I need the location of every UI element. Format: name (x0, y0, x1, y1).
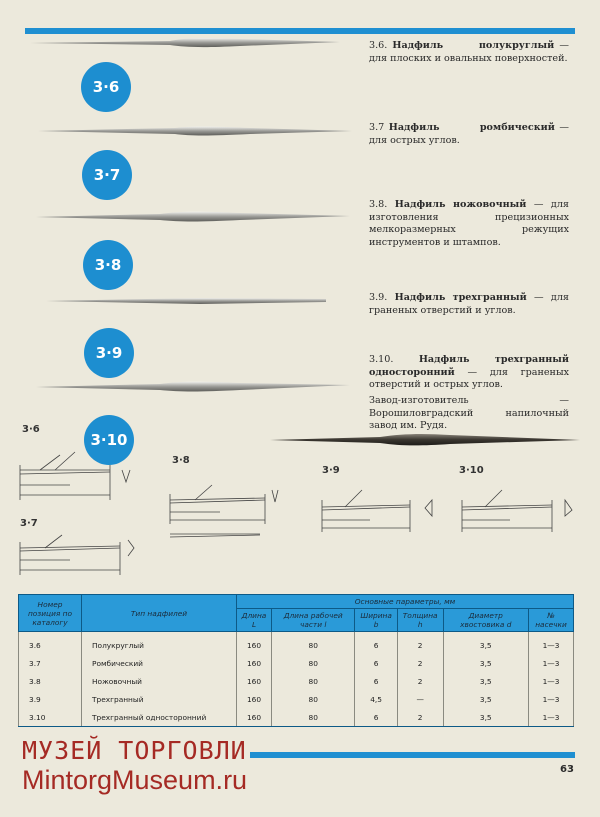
col-header-thickness: Толщина h (397, 609, 443, 632)
watermark-url: MintorgMuseum.ru (22, 765, 248, 795)
description-3-6: 3.6. Надфиль полукруглый — для плоских и овальных поверхностей. (369, 40, 569, 64)
badge-3-7: 3·7 (82, 150, 132, 200)
badge-3-9: 3·9 (84, 328, 134, 378)
page-number: 63 (560, 764, 574, 775)
col-header-type: Тип надфилей (82, 595, 237, 632)
col-header-position: Номер позиция по каталогу (19, 595, 82, 632)
table-row: 3.7 Ромбический 160 80 6 2 3,5 1—3 (19, 654, 574, 672)
col-header-width: Ширина b (355, 609, 397, 632)
drawing-label-3-6: 3·6 (22, 424, 40, 435)
drawing-label-3-8: 3·8 (172, 455, 190, 466)
table-row: 3.10 Трехгранный односторонний 160 80 6 2 3,5 1—3 (19, 708, 574, 727)
col-header-shank-diameter: Диаметр хвостовика d (443, 609, 529, 632)
table-row: 3.6 Полукруглый 160 80 6 2 3,5 1—3 (19, 632, 574, 655)
col-header-cut-number: № насечки (529, 609, 574, 632)
drawing-3-7 (20, 535, 134, 575)
drawing-3-10 (462, 490, 572, 532)
drawing-3-8 (170, 485, 278, 537)
manufacturer-note: Завод-изготовитель — Ворошиловградский напилочный завод им. Рудя. (369, 395, 569, 432)
description-3-10: 3.10. Надфиль трехгранный односторонний — для граненых отверстий и острых углов. (369, 354, 569, 391)
col-header-work-length: Длина рабочей части l (272, 609, 355, 632)
description-3-9: 3.9. Надфиль трехгранный — для граненых отверстий и углов. (369, 292, 569, 316)
bottom-accent-bar (250, 752, 575, 758)
drawing-label-3-7: 3·7 (20, 518, 38, 529)
parameters-table (18, 594, 574, 727)
watermark-title: МУЗЕЙ ТОРГОВЛИ (22, 736, 247, 765)
table-row: 3.9 Трехгранный 160 80 4,5 — 3,5 1—3 (19, 690, 574, 708)
description-3-7: 3.7 Надфиль ромбический — для острых углов. (369, 122, 569, 146)
drawing-3-6 (20, 452, 130, 500)
description-3-8: 3.8. Надфиль ножовочный — для изготовления прецизионных мелкоразмерных режущих инструментов и штампов. (369, 199, 569, 248)
drawing-3-9 (322, 490, 432, 532)
badge-3-6: 3·6 (81, 62, 131, 112)
drawing-label-3-10: 3·10 (459, 465, 484, 476)
col-header-length: Длина L (237, 609, 272, 632)
table-row: 3.8 Ножовочный 160 80 6 2 3,5 1—3 (19, 672, 574, 690)
badge-3-10: 3·10 (84, 415, 134, 465)
badge-3-8: 3·8 (83, 240, 133, 290)
col-header-parameters: Основные параметры, мм (237, 595, 574, 609)
drawing-label-3-9: 3·9 (322, 465, 340, 476)
